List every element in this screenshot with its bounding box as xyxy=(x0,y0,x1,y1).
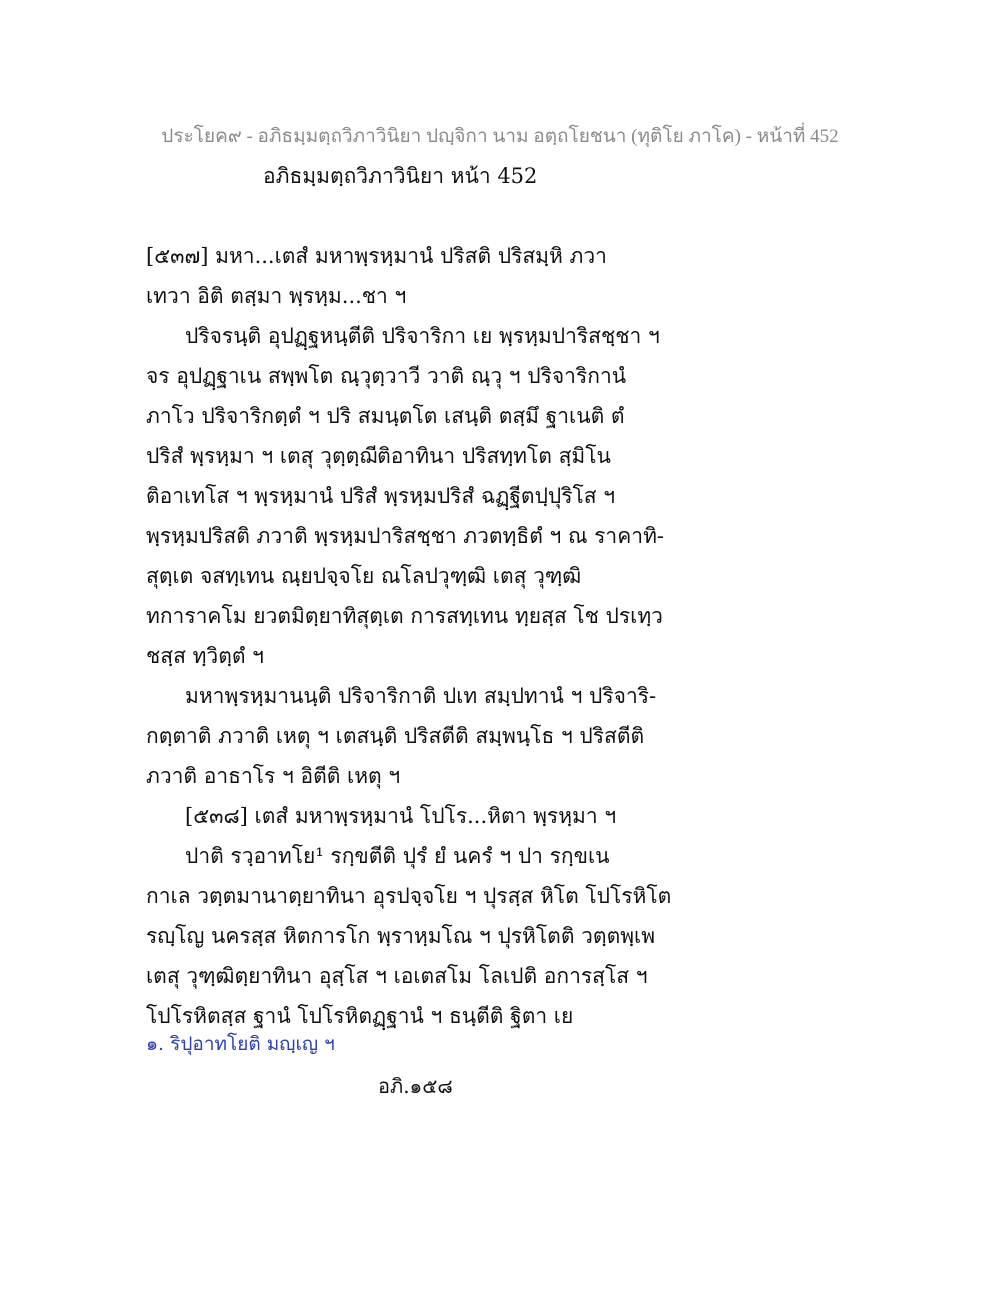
text-line: โปโรหิตสฺส ฐานํ โปโรหิตฏฺฐานํ ฯ ธนฺตีติ ฐิตา เย xyxy=(146,1004,574,1028)
text-line: กาเล วตฺตมานาตฺยาทินา อุรปจฺจโย ฯ ปุรสฺส หิโต โปโรหิโต xyxy=(146,884,672,908)
text-line: กตฺตาติ ภวาติ เหตุ ฯ เตสนฺติ ปริสตีติ สมฺพนฺโธ ฯ ปริสตีติ xyxy=(146,724,645,748)
text-line: จร อุปฏฺฐาเน สพฺพโต ณฺวุตฺวาวี วาติ ณฺวุ ฯ ปริจาริกานํ xyxy=(146,364,627,388)
text-line: ภาโว ปริจาริกตฺตํ ฯ ปริ สมนฺตโต เสนฺติ ตสฺมึ ฐาเนติ ตํ xyxy=(146,404,625,428)
text-line: มหาพฺรหฺมานนฺติ ปริจาริกาติ ปเท สมฺปทานํ ฯ ปริจาริ- xyxy=(185,684,657,708)
text-line: ทการาคโม ยวตมิตฺยาทิสุตฺเต การสทฺเทน ทฺยสฺส โช ปรเทฺว xyxy=(146,604,663,628)
text-line: ชสฺส ทฺวิตฺตํ ฯ xyxy=(146,644,264,668)
text-line: ภวาติ อาธาโร ฯ อิตีติ เหตุ ฯ xyxy=(146,764,401,788)
text-line: พฺรหฺมปริสติ ภวาติ พฺรหฺมปาริสชฺชา ภวตทฺธิตํ ฯ ณ ราคาทิ- xyxy=(146,524,665,548)
text-line: ปริจรนฺติ อุปฏฺฐหนฺตีติ ปริจาริกา เย พฺรหฺมปาริสชฺชา ฯ xyxy=(185,324,660,348)
text-line: เทวา อิติ ตสฺมา พฺรหฺม...ชา ฯ xyxy=(146,284,407,308)
page-heading: อภิธมฺมตฺถวิภาวินิยา หน้า 452 xyxy=(263,164,538,188)
footnote: ๑. ริปุอาทโยติ มญฺเญ ฯ xyxy=(146,1033,335,1055)
text-line: [๕๓๗] มหา...เตสํ มหาพฺรหฺมานํ ปริสติ ปริสมฺหิ ภวา xyxy=(146,244,607,268)
body-text xyxy=(146,236,866,1036)
text-line: ปริสํ พฺรหฺมา ฯ เตสุ วุตฺตฺฌีติอาทินา ปริสทฺทโต สฺมิโน xyxy=(146,444,611,468)
text-line: รญฺโญ นครสฺส หิตการโก พฺราหฺมโณ ฯ ปุรหิโตติ วตฺตพฺเพ xyxy=(146,924,656,948)
text-line: ปาติ รวฺอาทโย¹ รกฺขตีติ ปุรํ ยํ นครํ ฯ ปา รกฺขเน xyxy=(185,844,610,868)
text-line: ติอาเทโส ฯ พฺรหฺมานํ ปริสํ พฺรหฺมปริสํ ฉฏฺฐีตปฺปุริโส ฯ xyxy=(146,484,616,508)
text-line: สุตฺเต จสทฺเทน ณฺยปจฺจโย ณโลปวุฑฺฒิ เตสุ วุฑฺฒิ xyxy=(146,564,582,588)
text-line: [๕๓๘] เตสํ มหาพฺรหฺมานํ โปโร...หิตา พฺรหฺมา ฯ xyxy=(185,804,617,828)
text-line: เตสุ วุฑฺฒิตฺยาทินา อุสฺโส ฯ เอเตสโม โลเปติ อการสฺโส ฯ xyxy=(146,964,648,988)
page-reference: อภิ.๑๕๘ xyxy=(378,1074,453,1098)
running-header: ประโยค๙ - อภิธมฺมตฺถวิภาวินิยา ปญฺจิกา นาม อตฺถโยชนา (ทุติโย ภาโค) - หน้าที่ 452 xyxy=(161,126,839,147)
